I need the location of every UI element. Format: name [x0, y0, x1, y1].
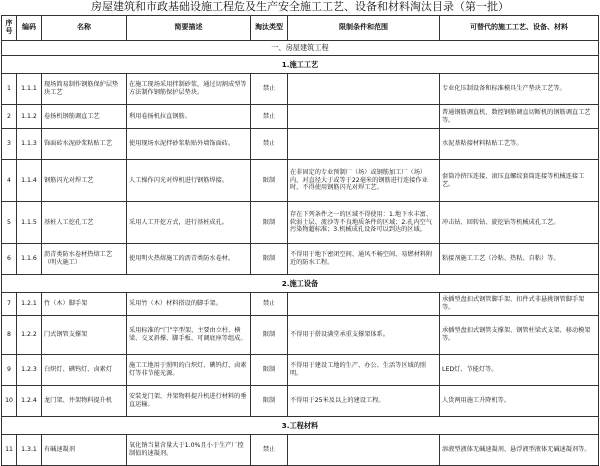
row-desc: 采用人工开挖方式，进行基桩成孔。: [127, 202, 251, 244]
section-row: [2, 41, 599, 56]
row-type: 禁止: [251, 293, 288, 316]
header-row: [2, 16, 599, 41]
row-type: 禁止: [251, 74, 288, 105]
row-type: 限制: [251, 244, 288, 275]
row-name: 基桩人工挖孔工艺: [42, 202, 127, 244]
row-name: 有碱速凝剂: [42, 435, 127, 466]
row-alt: 套筒冷挤压连接、滚压直螺纹套筒连接等机械连接工艺。: [440, 160, 599, 202]
row-seq: 5: [2, 202, 17, 244]
table-row: [2, 244, 599, 275]
row-seq: 2: [2, 105, 17, 129]
row-desc: 利用卷扬机拉直钢筋。: [127, 105, 251, 129]
table-row: [2, 293, 599, 316]
row-limit: 存在下列条件之一的区域不得使用：1.地下水丰富、软弱土层、流沙等不良地质条件的区域；2.孔内空气污染物超标准；3.机械成孔设备可以到达的区域。: [288, 202, 440, 244]
row-desc: 施工工地用于照明的白炽灯、碘钨灯、卤素灯等非节能光源。: [127, 355, 251, 386]
row-type: 限制: [251, 316, 288, 355]
row-limit: 不得用于建设工地的生产、办公、生活等区域的照明。: [288, 355, 440, 386]
row-code: 1.1.4: [17, 160, 42, 202]
row-seq: 11: [2, 435, 17, 466]
header-limit: 限制条件和范围: [288, 16, 440, 41]
row-name: 钢筋闪光对焊工艺: [42, 160, 127, 202]
row-code: 1.1.1: [17, 74, 42, 105]
row-code: 1.2.4: [17, 386, 42, 417]
elimination-table: [1, 15, 599, 466]
row-alt: 冲击钻、回转钻、旋挖钻等机械成孔工艺。: [440, 202, 599, 244]
table-row: [2, 105, 599, 129]
row-type: 禁止: [251, 105, 288, 129]
row-seq: 10: [2, 386, 17, 417]
subsection-row: [2, 56, 599, 74]
row-code: 1.3.1: [17, 435, 42, 466]
header-code: 编码: [17, 16, 42, 41]
row-alt: 溶液型液体无碱速凝剂、悬浮液型液体无碱速凝剂等。: [440, 435, 599, 466]
row-desc: 在施工现场采用拌制砂浆，通过切割成型等方法制作钢筋保护层垫块。: [127, 74, 251, 105]
row-limit: 在非固定的专业预制厂（场）或钢筋加工厂（场）内，对直径大于或等于22毫米的钢筋进行连接作业时，不得使用钢筋闪光对焊工艺。: [288, 160, 440, 202]
row-alt: 专业化压制设备和标准模具生产垫块工艺等。: [440, 74, 599, 105]
subsection-title: 2.施工设备: [2, 275, 599, 293]
row-type: 限制: [251, 355, 288, 386]
header-type: 淘汰类型: [251, 16, 288, 41]
row-type: 限制: [251, 160, 288, 202]
table-row: [2, 316, 599, 355]
row-alt: 水泥基粘接材料粘贴工艺等。: [440, 129, 599, 160]
row-seq: 6: [2, 244, 17, 275]
header-name: 名称: [42, 16, 127, 41]
row-limit: [288, 293, 440, 316]
row-name: 现场简易制作钢筋保护层垫块工艺: [42, 74, 127, 105]
row-desc: 采用竹（木）材料搭设的脚手架。: [127, 293, 251, 316]
row-limit: 不得用于地下密闭空间、通风不畅空间、易燃材料附近的防水工程。: [288, 244, 440, 275]
row-code: 1.1.2: [17, 105, 42, 129]
subsection-row: [2, 275, 599, 293]
section-title: 一、房屋建筑工程: [2, 41, 599, 56]
table-row: [2, 202, 599, 244]
row-name: 卷扬机钢筋调直工艺: [42, 105, 127, 129]
row-name: 门式钢管支撑架: [42, 316, 127, 355]
row-code: 1.2.2: [17, 316, 42, 355]
row-limit: [288, 129, 440, 160]
row-alt: 承插型盘扣式钢管脚手架、扣件式非悬挑钢管脚手架等。: [440, 293, 599, 316]
header-alt: 可替代的施工工艺、设备、材料: [440, 16, 599, 41]
row-code: 1.1.3: [17, 129, 42, 160]
row-code: 1.1.6: [17, 244, 42, 275]
row-name: 白炽灯、碘钨灯、卤素灯: [42, 355, 127, 386]
row-desc: 使用明火热熔施工的沥青类防水卷材。: [127, 244, 251, 275]
row-type: 禁止: [251, 129, 288, 160]
subsection-title: 3.工程材料: [2, 417, 599, 435]
row-desc: 氧化钠当量含量大于1.0%且小于生产厂控制值的速凝剂。: [127, 435, 251, 466]
row-alt: LED灯、节能灯等。: [440, 355, 599, 386]
row-seq: 1: [2, 74, 17, 105]
table-row: [2, 355, 599, 386]
table-row: [2, 129, 599, 160]
table-row: [2, 435, 599, 466]
row-name: 竹（木）脚手架: [42, 293, 127, 316]
row-alt: 承插型盘扣式钢管支撑架、钢管柱梁式支架、移动模架等。: [440, 316, 599, 355]
row-seq: 7: [2, 293, 17, 316]
row-desc: 安装龙门架、井架物料提升机进行材料的垂直运输。: [127, 386, 251, 417]
header-seq: 序号: [2, 16, 17, 41]
row-type: 禁止: [251, 435, 288, 466]
table-row: [2, 160, 599, 202]
row-type: 限制: [251, 202, 288, 244]
subsection-title: 1.施工工艺: [2, 56, 599, 74]
row-desc: 人工操作闪光对焊机进行钢筋焊接。: [127, 160, 251, 202]
row-desc: 使用现场水泥拌砂浆粘贴外墙饰面砖。: [127, 129, 251, 160]
row-limit: 不得用于搭设满堂承重支撑架体系。: [288, 316, 440, 355]
row-limit: [288, 435, 440, 466]
row-alt: 人货两用施工升降机等。: [440, 386, 599, 417]
row-type: 限制: [251, 386, 288, 417]
table-row: [2, 386, 599, 417]
row-desc: 采用标准的“门”字型架、主要由立柱、横梁、交叉斜撑、脚手板、可调底座等组成。: [127, 316, 251, 355]
row-limit: [288, 105, 440, 129]
row-seq: 9: [2, 355, 17, 386]
header-desc: 简要描述: [127, 16, 251, 41]
row-name: 沥青类防水卷材热熔工艺（明火施工）: [42, 244, 127, 275]
row-seq: 3: [2, 129, 17, 160]
row-code: 1.2.3: [17, 355, 42, 386]
row-seq: 4: [2, 160, 17, 202]
row-alt: 普通钢筋调直机、数控钢筋调直切断机的钢筋调直工艺等。: [440, 105, 599, 129]
document-title: 房屋建筑和市政基础设施工程危及生产安全施工工艺、设备和材料淘汰目录（第一批）: [91, 0, 509, 13]
row-limit: 不得用于25米及以上的建设工程。: [288, 386, 440, 417]
table-row: [2, 74, 599, 105]
row-alt: 粘接剂施工工艺（冷粘、热粘、自粘）等。: [440, 244, 599, 275]
row-name: 饰面砖水泥砂浆粘贴工艺: [42, 129, 127, 160]
row-seq: 8: [2, 316, 17, 355]
row-code: 1.2.1: [17, 293, 42, 316]
subsection-row: [2, 417, 599, 435]
row-limit: [288, 74, 440, 105]
row-name: 龙门架、井架物料提升机: [42, 386, 127, 417]
row-code: 1.1.5: [17, 202, 42, 244]
